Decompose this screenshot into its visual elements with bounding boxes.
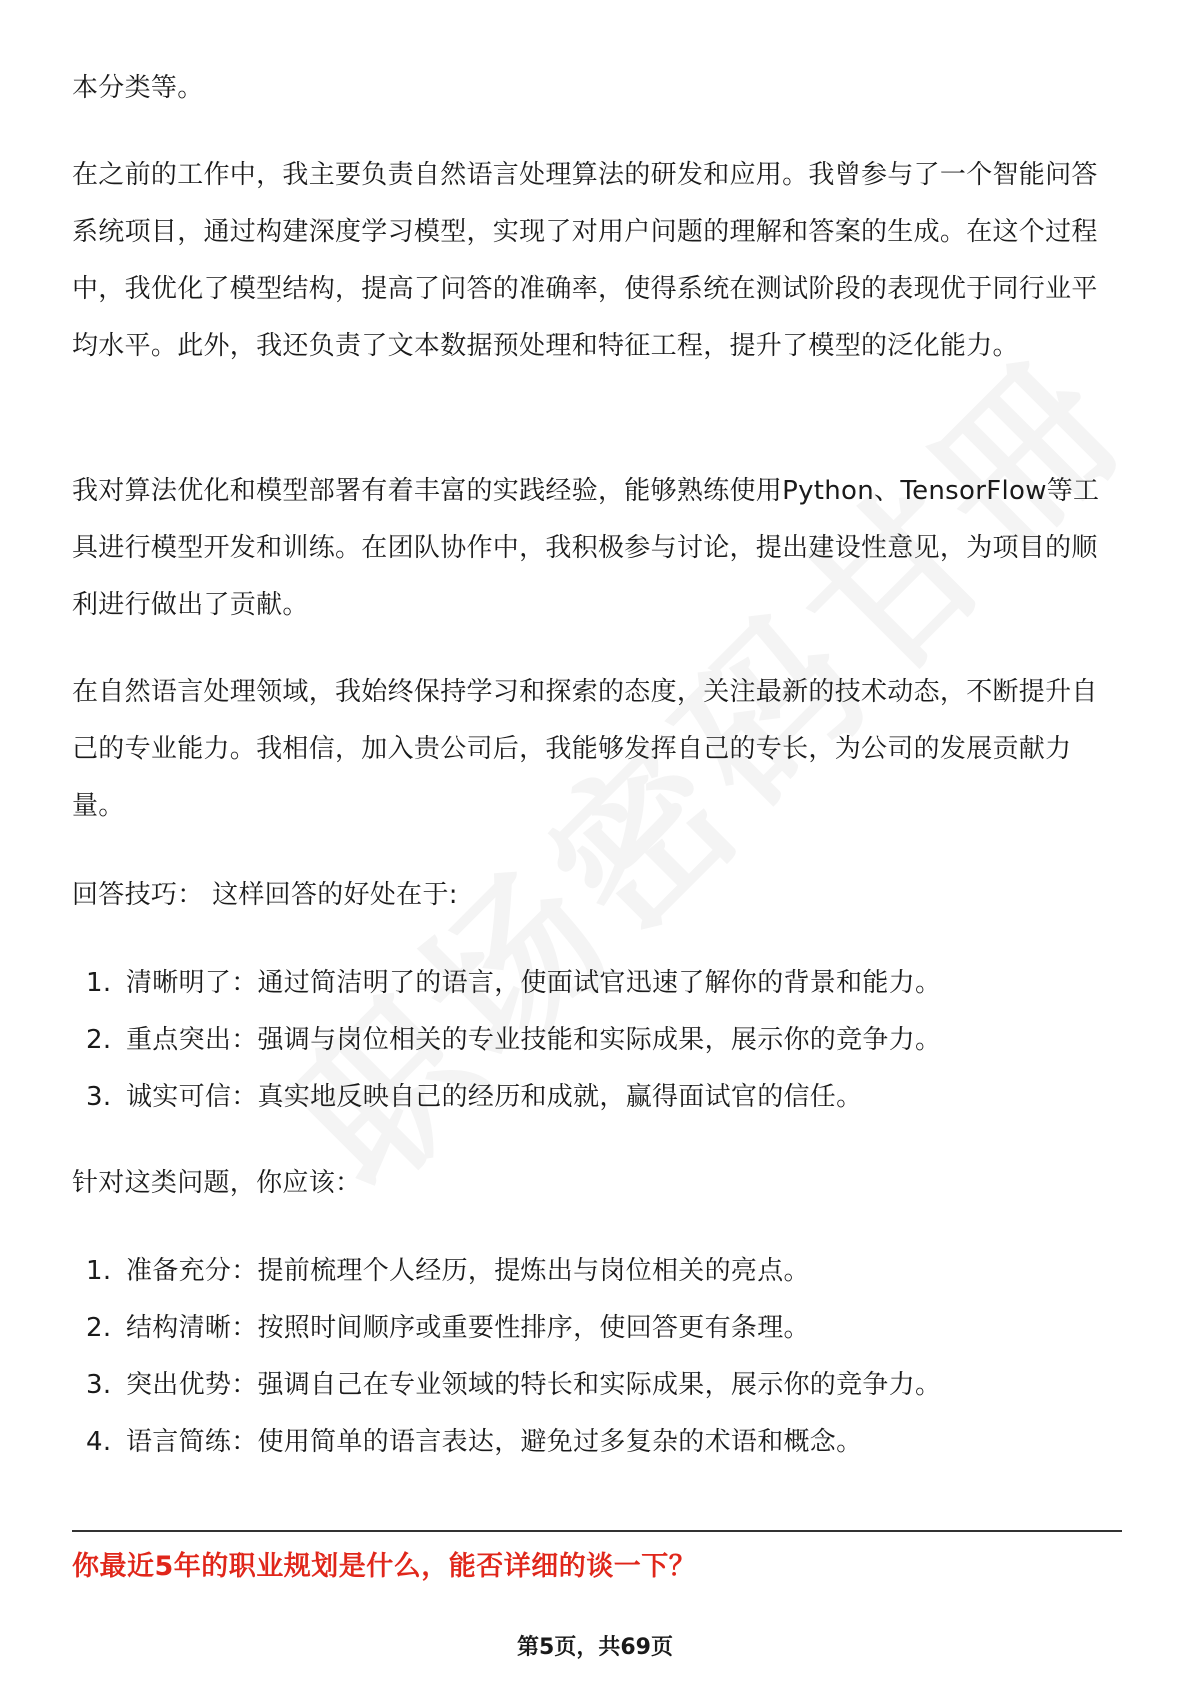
list-item xyxy=(86,1357,1122,1414)
answer-tips-heading: 回答技巧： 这样回答的好处在于: xyxy=(72,880,458,910)
advice-list xyxy=(86,1243,1122,1471)
paragraph-work-experience: 在之前的工作中，我主要负责自然语言处理算法的研发和应用。我曾参与了一个智能问答系统项目，通过构建深度学习模型，实现了对用户问题的理解和答案的生成。在这个过程中，我优化了模型结构，提高了问答的准确率，使得系统在测试阶段的表现优于同行业平均水平。此外，我还负责了文本数据预处理和特征工程，提升了模型的泛化能力。 xyxy=(72,160,1098,361)
list-item-number: 2. xyxy=(86,1025,112,1055)
list-item xyxy=(86,1243,1122,1300)
paragraph-learning-attitude: 在自然语言处理领域，我始终保持学习和探索的态度，关注最新的技术动态，不断提升自己的专业能力。我相信，加入贵公司后，我能够发挥自己的专长，为公司的发展贡献力量。 xyxy=(72,677,1098,821)
list-item xyxy=(86,1414,1122,1471)
section-divider xyxy=(72,1530,1122,1532)
list-item-text: 清晰明了：通过简洁明了的语言，使面试官迅速了解你的背景和能力。 xyxy=(126,968,942,998)
list-item-text: 突出优势：强调自己在专业领域的特长和实际成果，展示你的竞争力。 xyxy=(126,1370,942,1400)
paragraph-continuation: 本分类等。 xyxy=(72,73,204,103)
paragraph-skills: 我对算法优化和模型部署有着丰富的实践经验，能够熟练使用Python、TensorFlow等工具进行模型开发和训练。在团队协作中，我积极参与讨论，提出建设性意见，为项目的顺利进行做出了贡献。 xyxy=(72,476,1100,620)
list-item-text: 准备充分：提前梳理个人经历，提炼出与岗位相关的亮点。 xyxy=(126,1256,810,1286)
list-item-text: 结构清晰：按照时间顺序或重要性排序，使回答更有条理。 xyxy=(126,1313,810,1343)
page-number-footer: 第5页，共69页 xyxy=(517,1635,673,1660)
list-item-text: 重点突出：强调与岗位相关的专业技能和实际成果，展示你的竞争力。 xyxy=(126,1025,942,1055)
advice-heading: 针对这类问题，你应该： xyxy=(72,1168,362,1198)
list-item-text: 语言简练：使用简单的语言表达，避免过多复杂的术语和概念。 xyxy=(126,1427,863,1457)
list-item xyxy=(86,1300,1122,1357)
list-item-number: 3. xyxy=(86,1370,112,1400)
list-item xyxy=(86,1012,1122,1069)
list-item xyxy=(86,1069,1122,1126)
document-page xyxy=(72,0,1122,1684)
list-item-number: 3. xyxy=(86,1082,112,1112)
next-question-heading: 你最近5年的职业规划是什么，能否详细的谈一下？ xyxy=(72,1551,697,1582)
list-item-number: 2. xyxy=(86,1313,112,1343)
list-item-text: 诚实可信：真实地反映自己的经历和成就，赢得面试官的信任。 xyxy=(126,1082,863,1112)
list-item-number: 4. xyxy=(86,1427,112,1457)
list-item-number: 1. xyxy=(86,968,112,998)
answer-tips-list xyxy=(86,955,1122,1126)
list-item xyxy=(86,955,1122,1012)
list-item-number: 1. xyxy=(86,1256,112,1286)
